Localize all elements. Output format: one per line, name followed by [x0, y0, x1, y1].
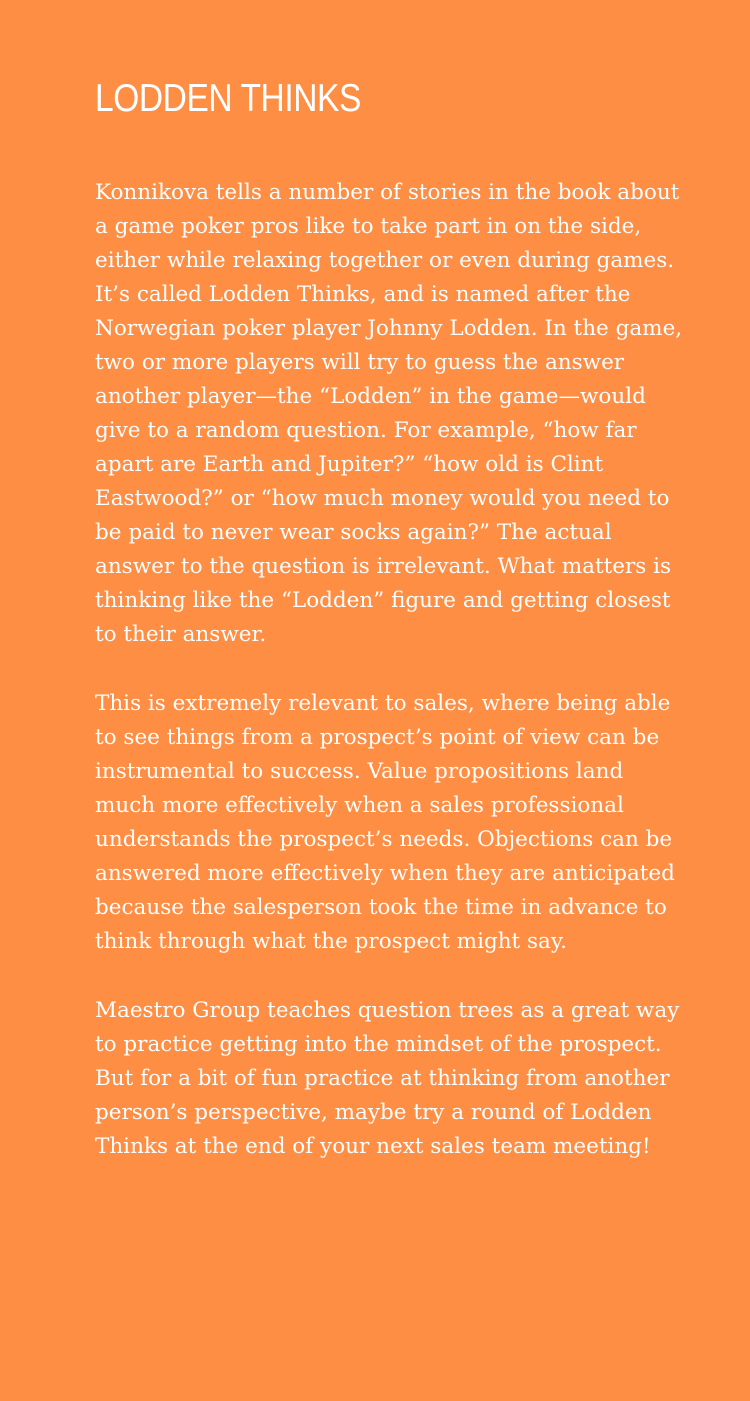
- paragraph-maestro-group: Maestro Group teaches question trees as a great way to practice getting into the mindset of the prospect. But for a bit of fun practice at thinking from another person’s perspective, maybe try a round of Lodden Thinks at the end of your next sales team meeting!: [95, 998, 680, 1159]
- article-title: LODDEN THINKS: [95, 77, 361, 120]
- article-body: [95, 176, 686, 1164]
- paragraph-lodden-thinks-intro: Konnikova tells a number of stories in the book about a game poker pros like to take part in on the side, either while relaxing together or even during games. It’s called Lodden Thinks, and is named after the Norwegian poker player Johnny Lodden. In the game, two or more players will try to guess the answer another player—the “Lodden” in the game—would give to a random question. For example, “how far apart are Earth and Jupiter?” “how old is Clint Eastwood?” or “how much money would you need to be paid to never wear socks again?” The actual answer to the question is irrelevant. What matters is thinking like the “Lodden” figure and getting closest to their answer.: [95, 180, 683, 647]
- paragraph-sales-relevance: This is extremely relevant to sales, where being able to see things from a prospect’s point of view can be instrumental to success. Value propositions land much more effectively when a sales professional understands the prospect’s needs. Objections can be answered more effectively when they are anticipated because the salesperson took the time in advance to think through what the prospect might say.: [95, 691, 675, 954]
